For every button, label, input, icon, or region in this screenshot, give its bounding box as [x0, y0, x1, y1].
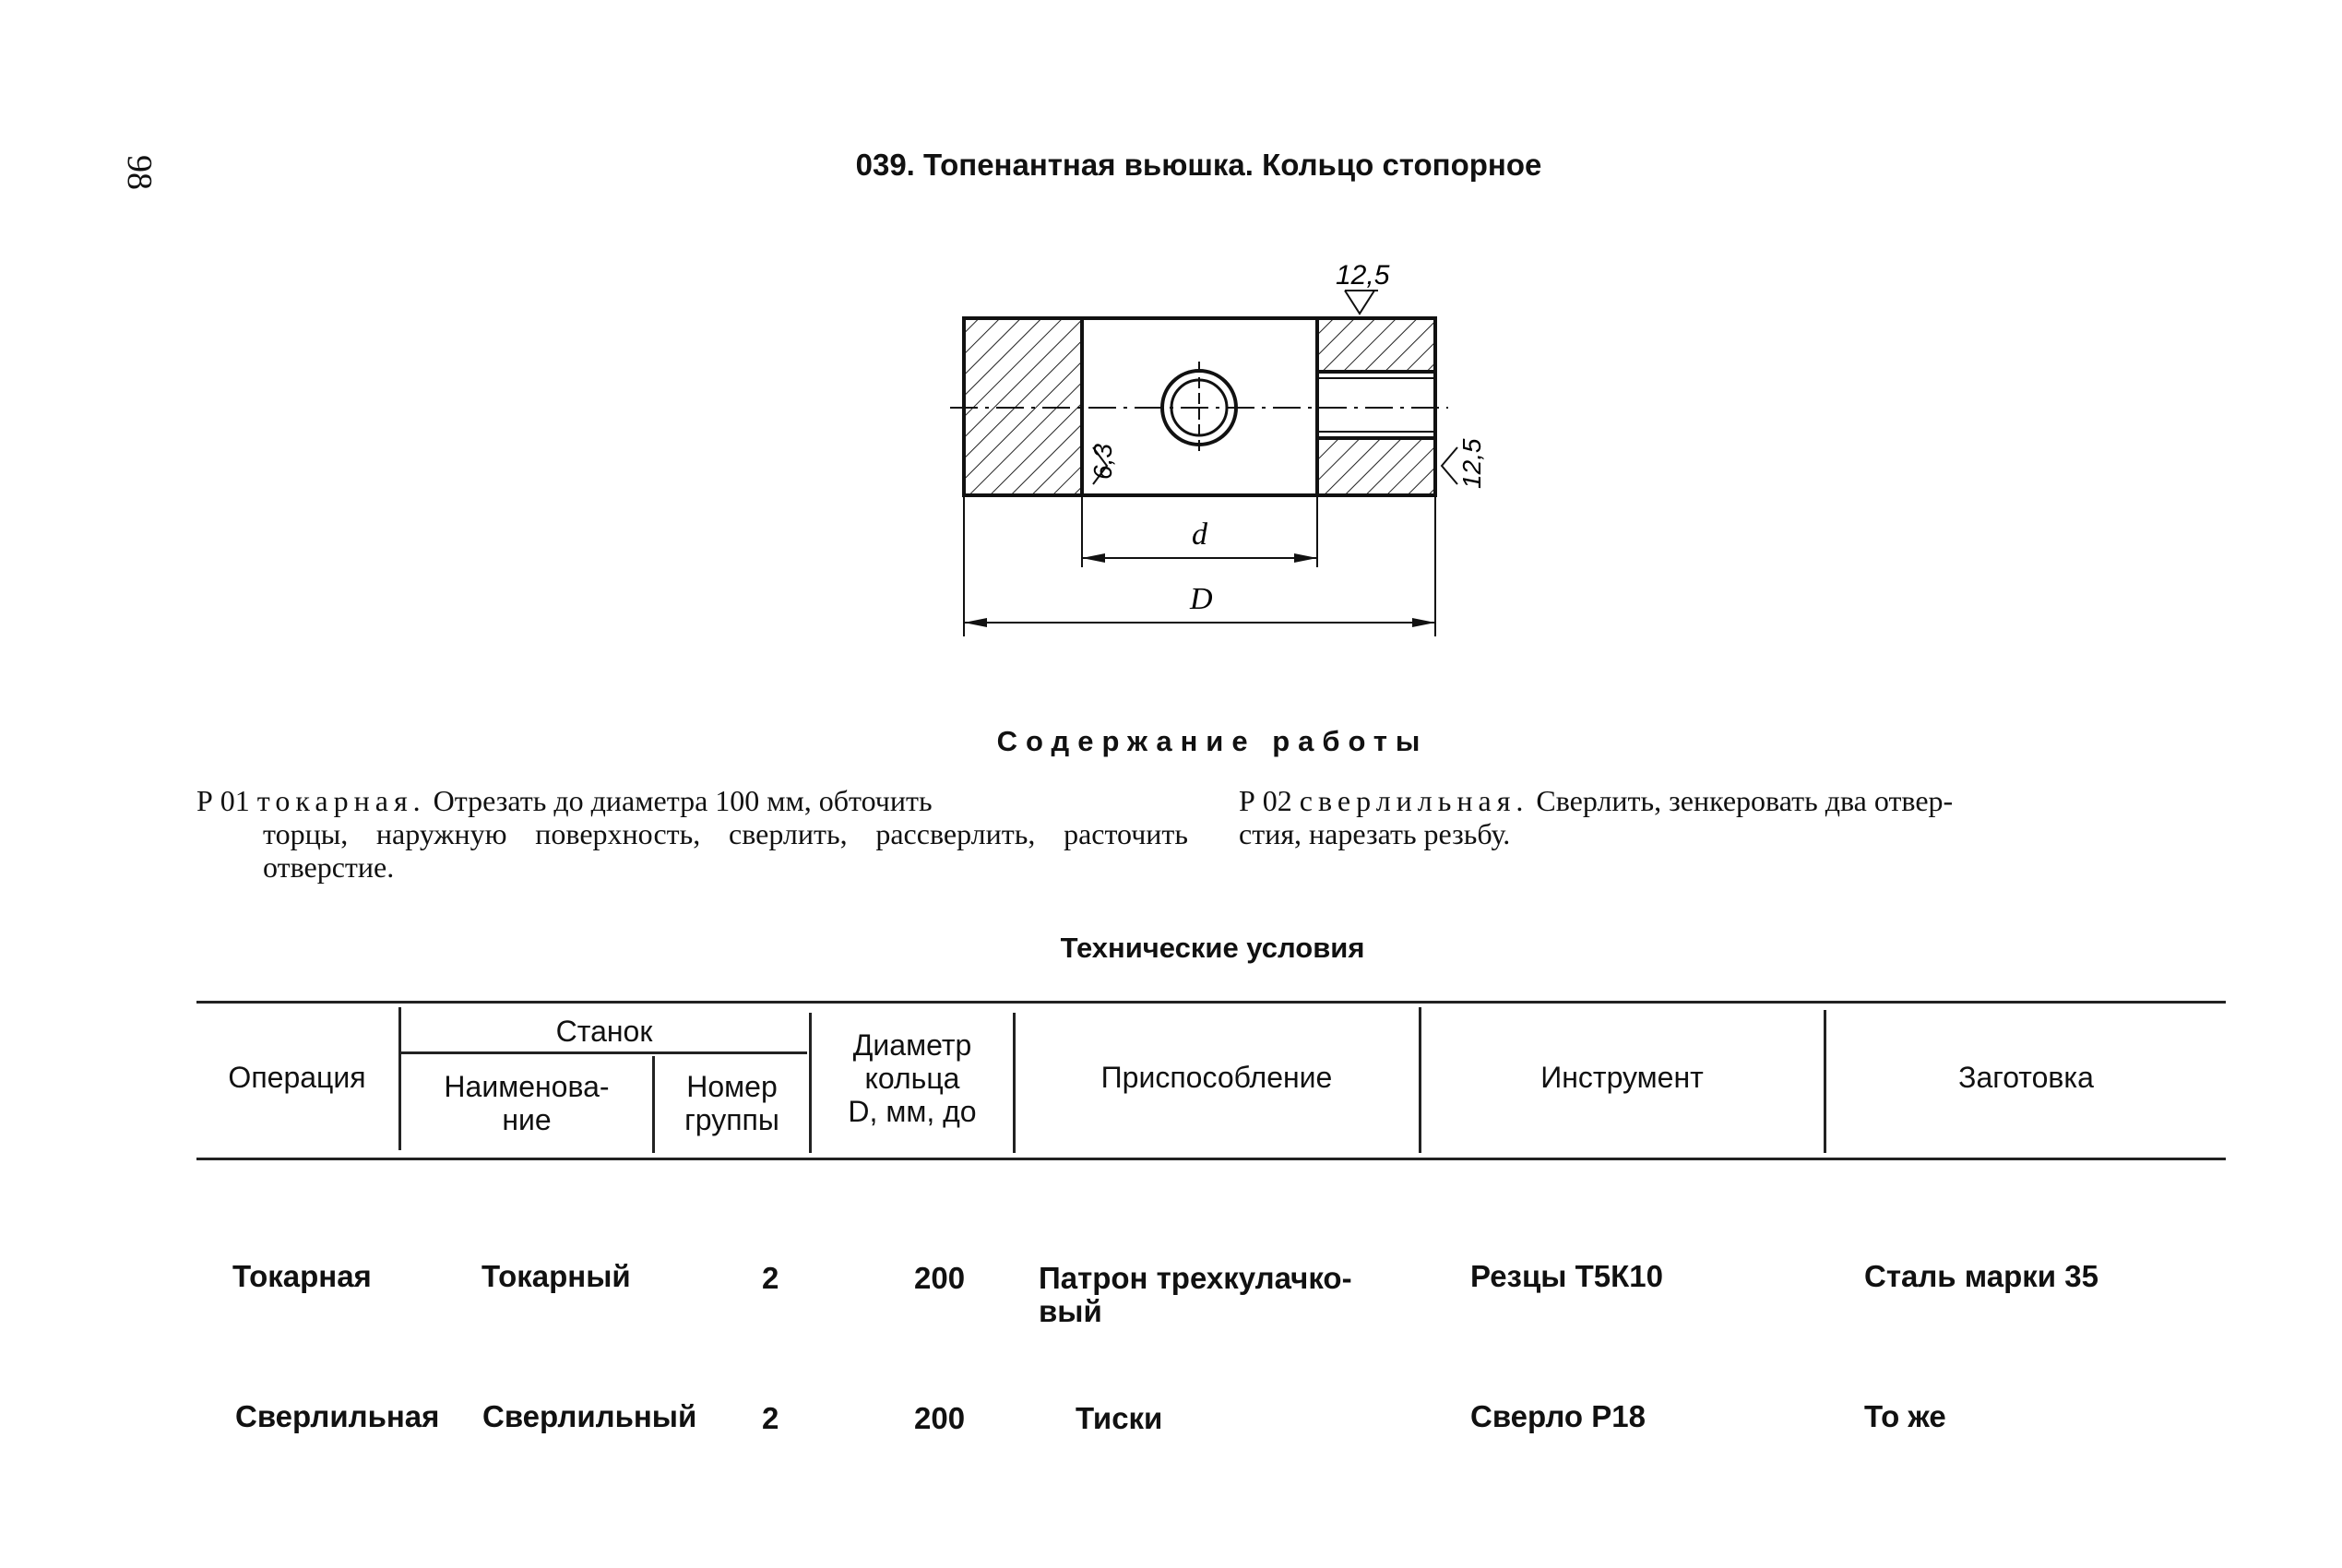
table-header-rule	[196, 1158, 2226, 1160]
row2-diameter: 200	[914, 1401, 966, 1435]
work-op-2	[1239, 784, 2224, 850]
row2-fixture: Тиски	[1076, 1401, 1163, 1435]
header-machine-name: Наименова- ние	[444, 1070, 610, 1136]
row1-operation: Токарная	[232, 1259, 372, 1293]
work-op-1	[196, 784, 1188, 884]
work-op-2-text-rest: стия, нарезать резьбу.	[1239, 817, 1511, 850]
work-op-1-code: Р 01	[196, 784, 250, 817]
machine-subheader-rule	[401, 1051, 807, 1054]
header-diameter: Диаметр кольца D, мм, до	[848, 1028, 977, 1128]
header-tool: Инструмент	[1540, 1061, 1704, 1094]
work-op-1-name: токарная.	[256, 784, 426, 817]
row2-tool: Сверло Р18	[1470, 1399, 1646, 1433]
work-op-2-name: сверлильная.	[1299, 784, 1529, 817]
row2-machine-group: 2	[762, 1401, 779, 1435]
work-op-2-text-first: Сверлить, зенкеровать два отвер-	[1536, 784, 1954, 817]
row1-blank: Сталь марки 35	[1864, 1259, 2098, 1293]
page-number: 98	[120, 155, 159, 190]
row2-blank: То же	[1864, 1399, 1946, 1433]
header-machine-group: Номер группы	[684, 1070, 779, 1136]
header-fixture: Приспособление	[1100, 1061, 1333, 1094]
roughness-right: 12,5	[1457, 438, 1486, 489]
work-op-2-code: Р 02	[1239, 784, 1292, 817]
right-section-top	[1317, 318, 1435, 372]
work-op-1-text-first: Отрезать до диаметра 100 мм, обточить	[433, 784, 933, 817]
row1-machine-name: Токарный	[481, 1259, 631, 1293]
roughness-top: 12,5	[1336, 260, 1390, 291]
table-top-rule	[196, 1001, 2226, 1004]
row2-machine-name: Сверлильный	[482, 1399, 697, 1433]
page-title: 039. Топенантная вьюшка. Кольцо стопорное	[855, 148, 1542, 182]
roughness-bore: 6,3	[1088, 444, 1117, 480]
right-section-bottom	[1317, 438, 1435, 495]
header-operation: Операция	[228, 1061, 366, 1094]
row1-tool: Резцы Т5К10	[1470, 1259, 1663, 1293]
row2-operation: Сверлильная	[235, 1399, 440, 1433]
dimension-d: d	[1192, 517, 1207, 552]
tech-heading: Технические условия	[1060, 932, 1365, 964]
header-machine: Станок	[555, 1015, 653, 1048]
work-heading: Содержание работы	[996, 725, 1429, 757]
row1-diameter: 200	[914, 1261, 966, 1295]
work-op-1-text-rest: торцы, наружную поверхность, сверлить, рассверлить, расточить отверстие.	[263, 817, 1188, 884]
dimension-D: D	[1190, 582, 1213, 616]
row1-machine-group: 2	[762, 1261, 779, 1295]
header-blank: Заготовка	[1958, 1061, 2094, 1094]
row1-fixture: Патрон трехкулачко- вый	[1039, 1261, 1352, 1328]
part-drawing	[922, 249, 1494, 655]
